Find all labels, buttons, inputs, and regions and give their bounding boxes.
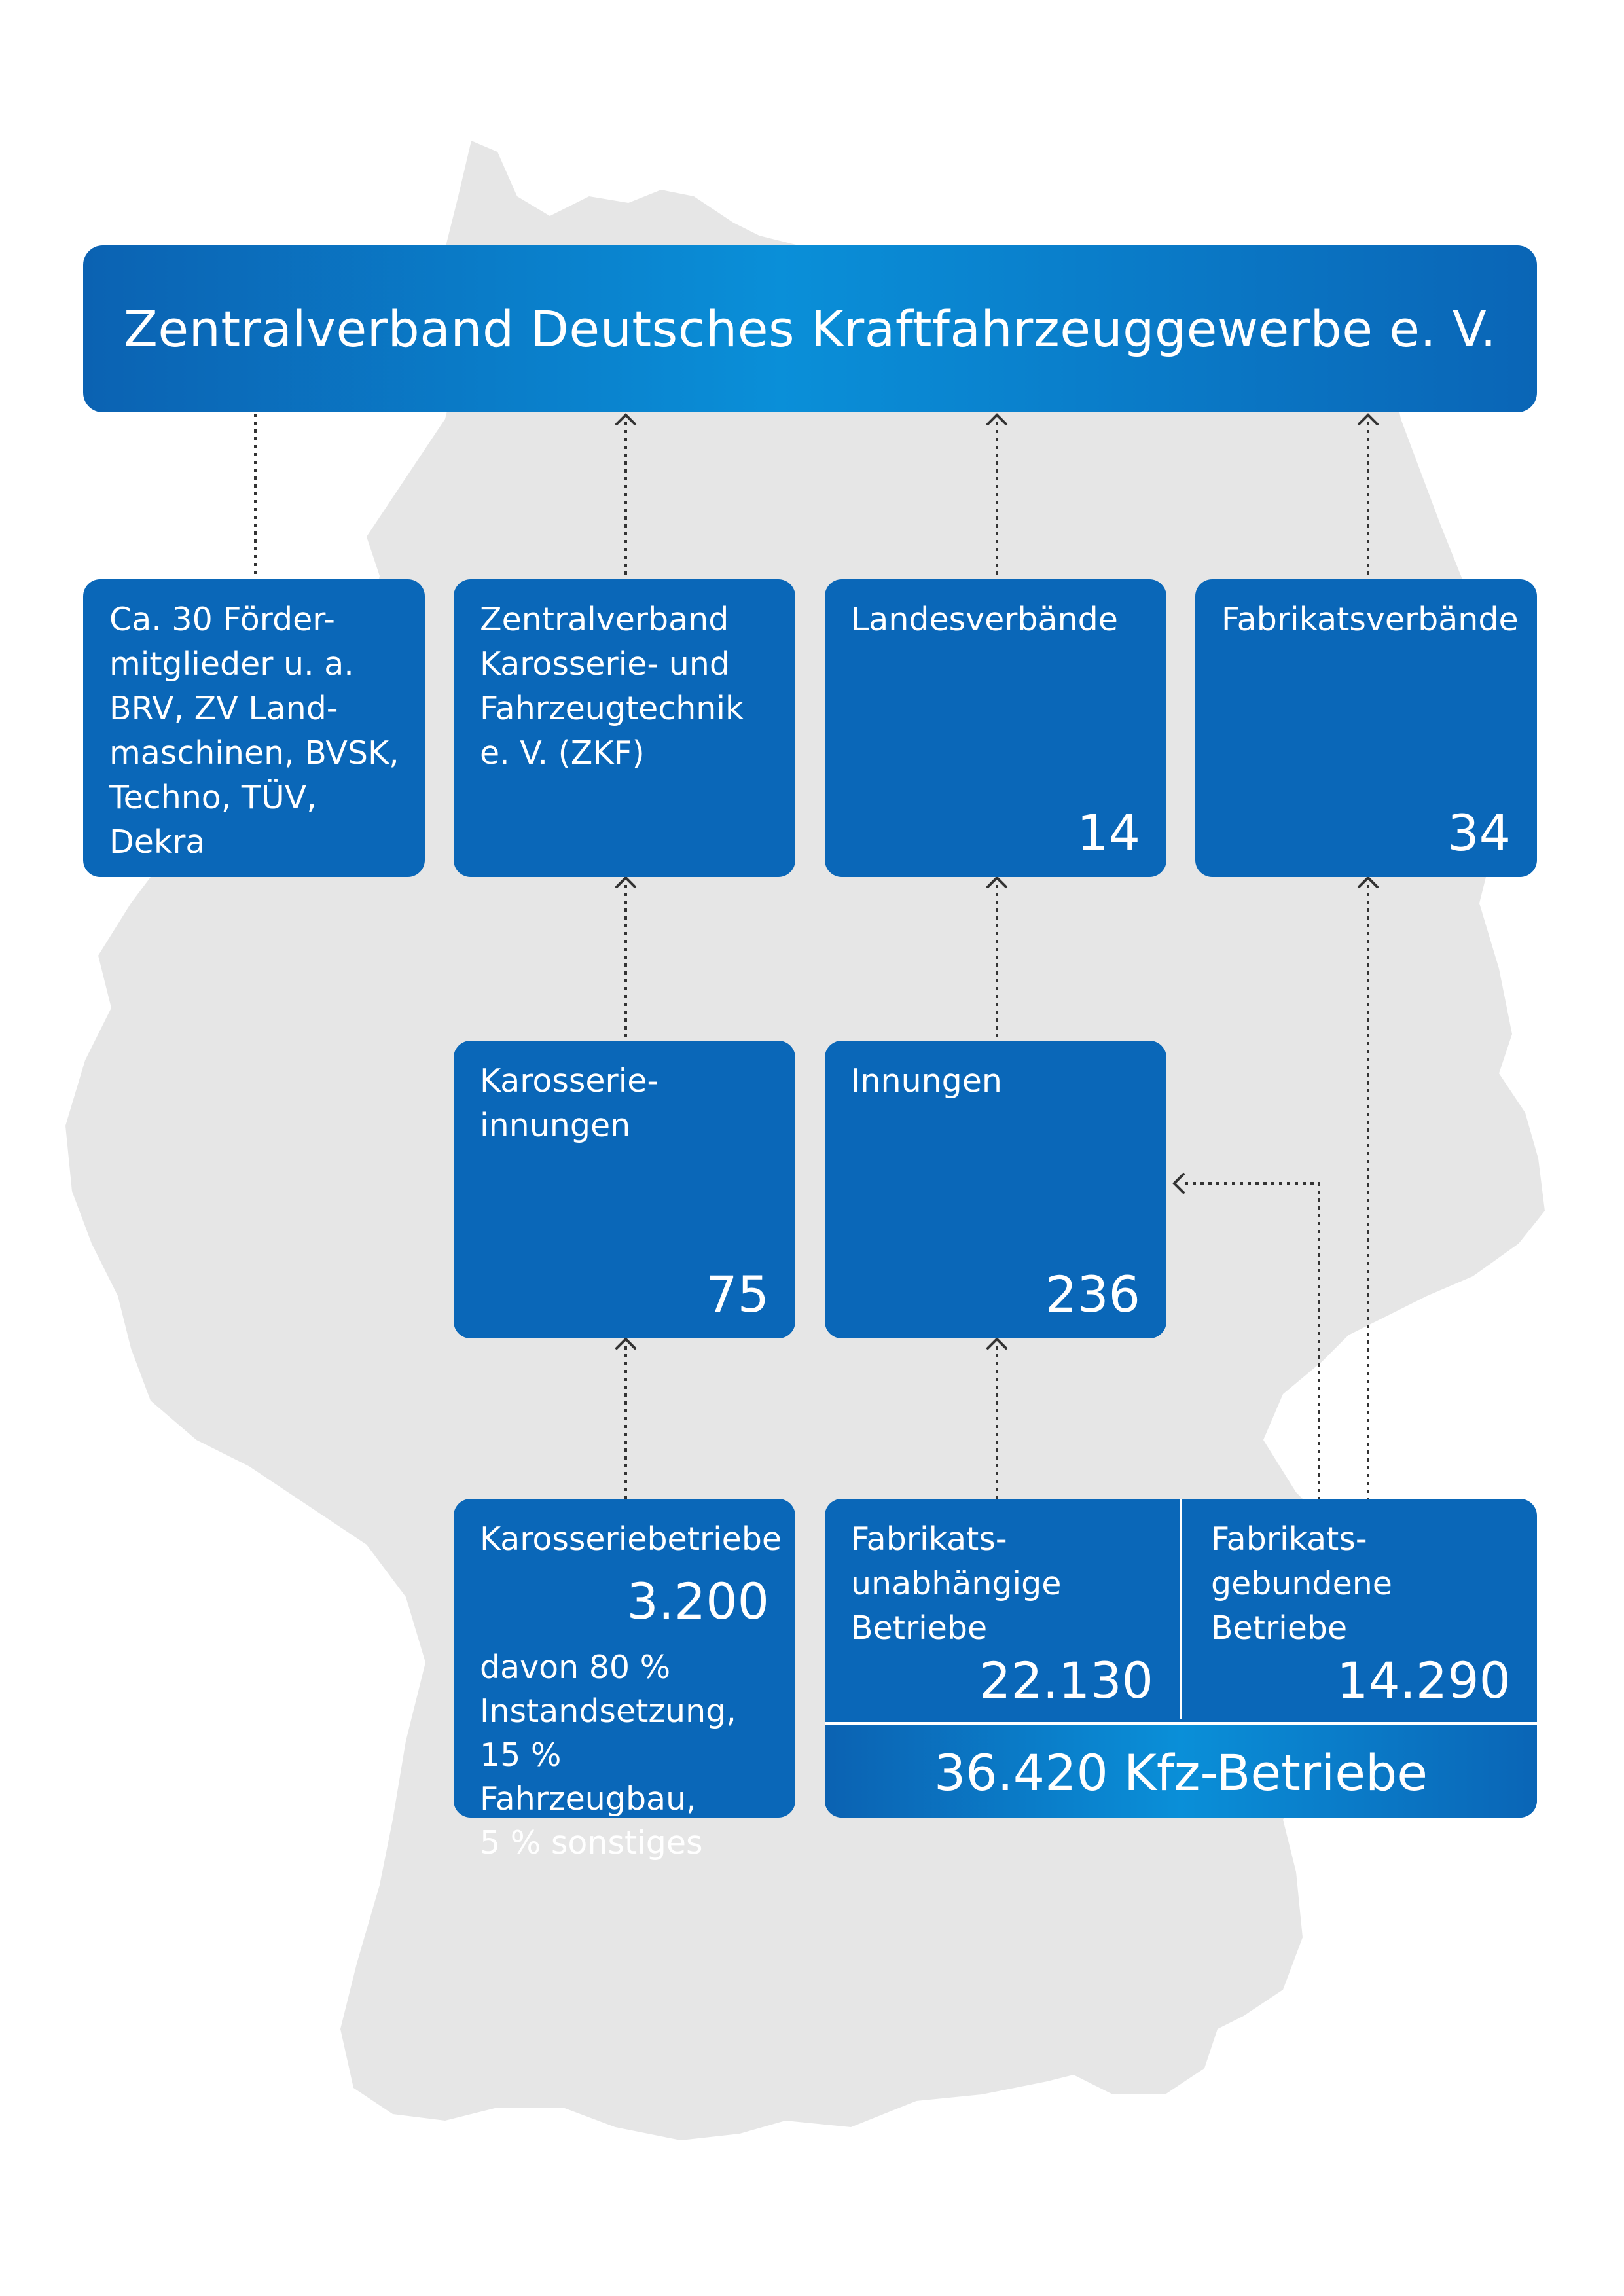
- box-foerdermitglieder: [83, 579, 425, 877]
- zdk-banner: [83, 245, 1537, 412]
- zkf-label: Zentralverband Karosserie- und Fahrzeugtechnik e. V. (ZKF): [480, 601, 744, 772]
- karosserieinnungen-label: Karosserie- innungen: [480, 1062, 659, 1144]
- kfz-betriebe-total: 36.420 Kfz-Betriebe: [825, 1722, 1537, 1818]
- box-fabrikatsverbaende: [1195, 579, 1537, 877]
- fabrikatsgebunden-count: 14.290: [1337, 1651, 1511, 1710]
- arrowhead: [1174, 1174, 1183, 1193]
- karosserieinnungen-count: 75: [706, 1265, 769, 1323]
- box-karosserieinnungen: [454, 1041, 795, 1338]
- fabrikatsverbaende-label: Fabrikatsverbände: [1221, 601, 1519, 638]
- innungen-label: Innungen: [851, 1062, 1002, 1100]
- banner-title: Zentralverband Deutsches Kraftfahrzeuggewerbe e. V.: [123, 300, 1497, 358]
- fabrikatsverbaende-count: 34: [1447, 804, 1511, 862]
- foerdermitglieder-label: Ca. 30 Förder- mitglieder u. a. BRV, ZV Land- maschinen, BVSK, Techno, TÜV, Dekra: [109, 601, 399, 861]
- fabrikatsgebunden-label: Fabrikats- gebundene Betriebe: [1211, 1520, 1392, 1647]
- box-zkf: [454, 579, 795, 877]
- landesverbaende-label: Landesverbände: [851, 601, 1118, 638]
- cell-fabrikatsgebunden: [1185, 1499, 1537, 1719]
- cell-fabrikatsunabhaengig: [825, 1499, 1182, 1719]
- connector-gebunden-to-innungen: [1182, 1183, 1319, 1500]
- innungen-count: 236: [1045, 1265, 1140, 1323]
- karosseriebetriebe-count: 3.200: [626, 1572, 769, 1630]
- box-kfz-betriebe: [825, 1499, 1537, 1818]
- fabrikatsunabhaengig-label: Fabrikats- unabhängige Betriebe: [851, 1520, 1062, 1647]
- box-innungen: [825, 1041, 1166, 1338]
- karosseriebetriebe-label: Karosseriebetriebe: [480, 1520, 782, 1558]
- box-karosseriebetriebe: [454, 1499, 795, 1861]
- fabrikatsunabhaengig-count: 22.130: [979, 1651, 1153, 1710]
- landesverbaende-count: 14: [1077, 804, 1140, 862]
- box-landesverbaende: [825, 579, 1166, 877]
- karosseriebetriebe-detail: davon 80 % Instandsetzung, 15 % Fahrzeugbau, 5 % sonstiges: [480, 1649, 736, 1861]
